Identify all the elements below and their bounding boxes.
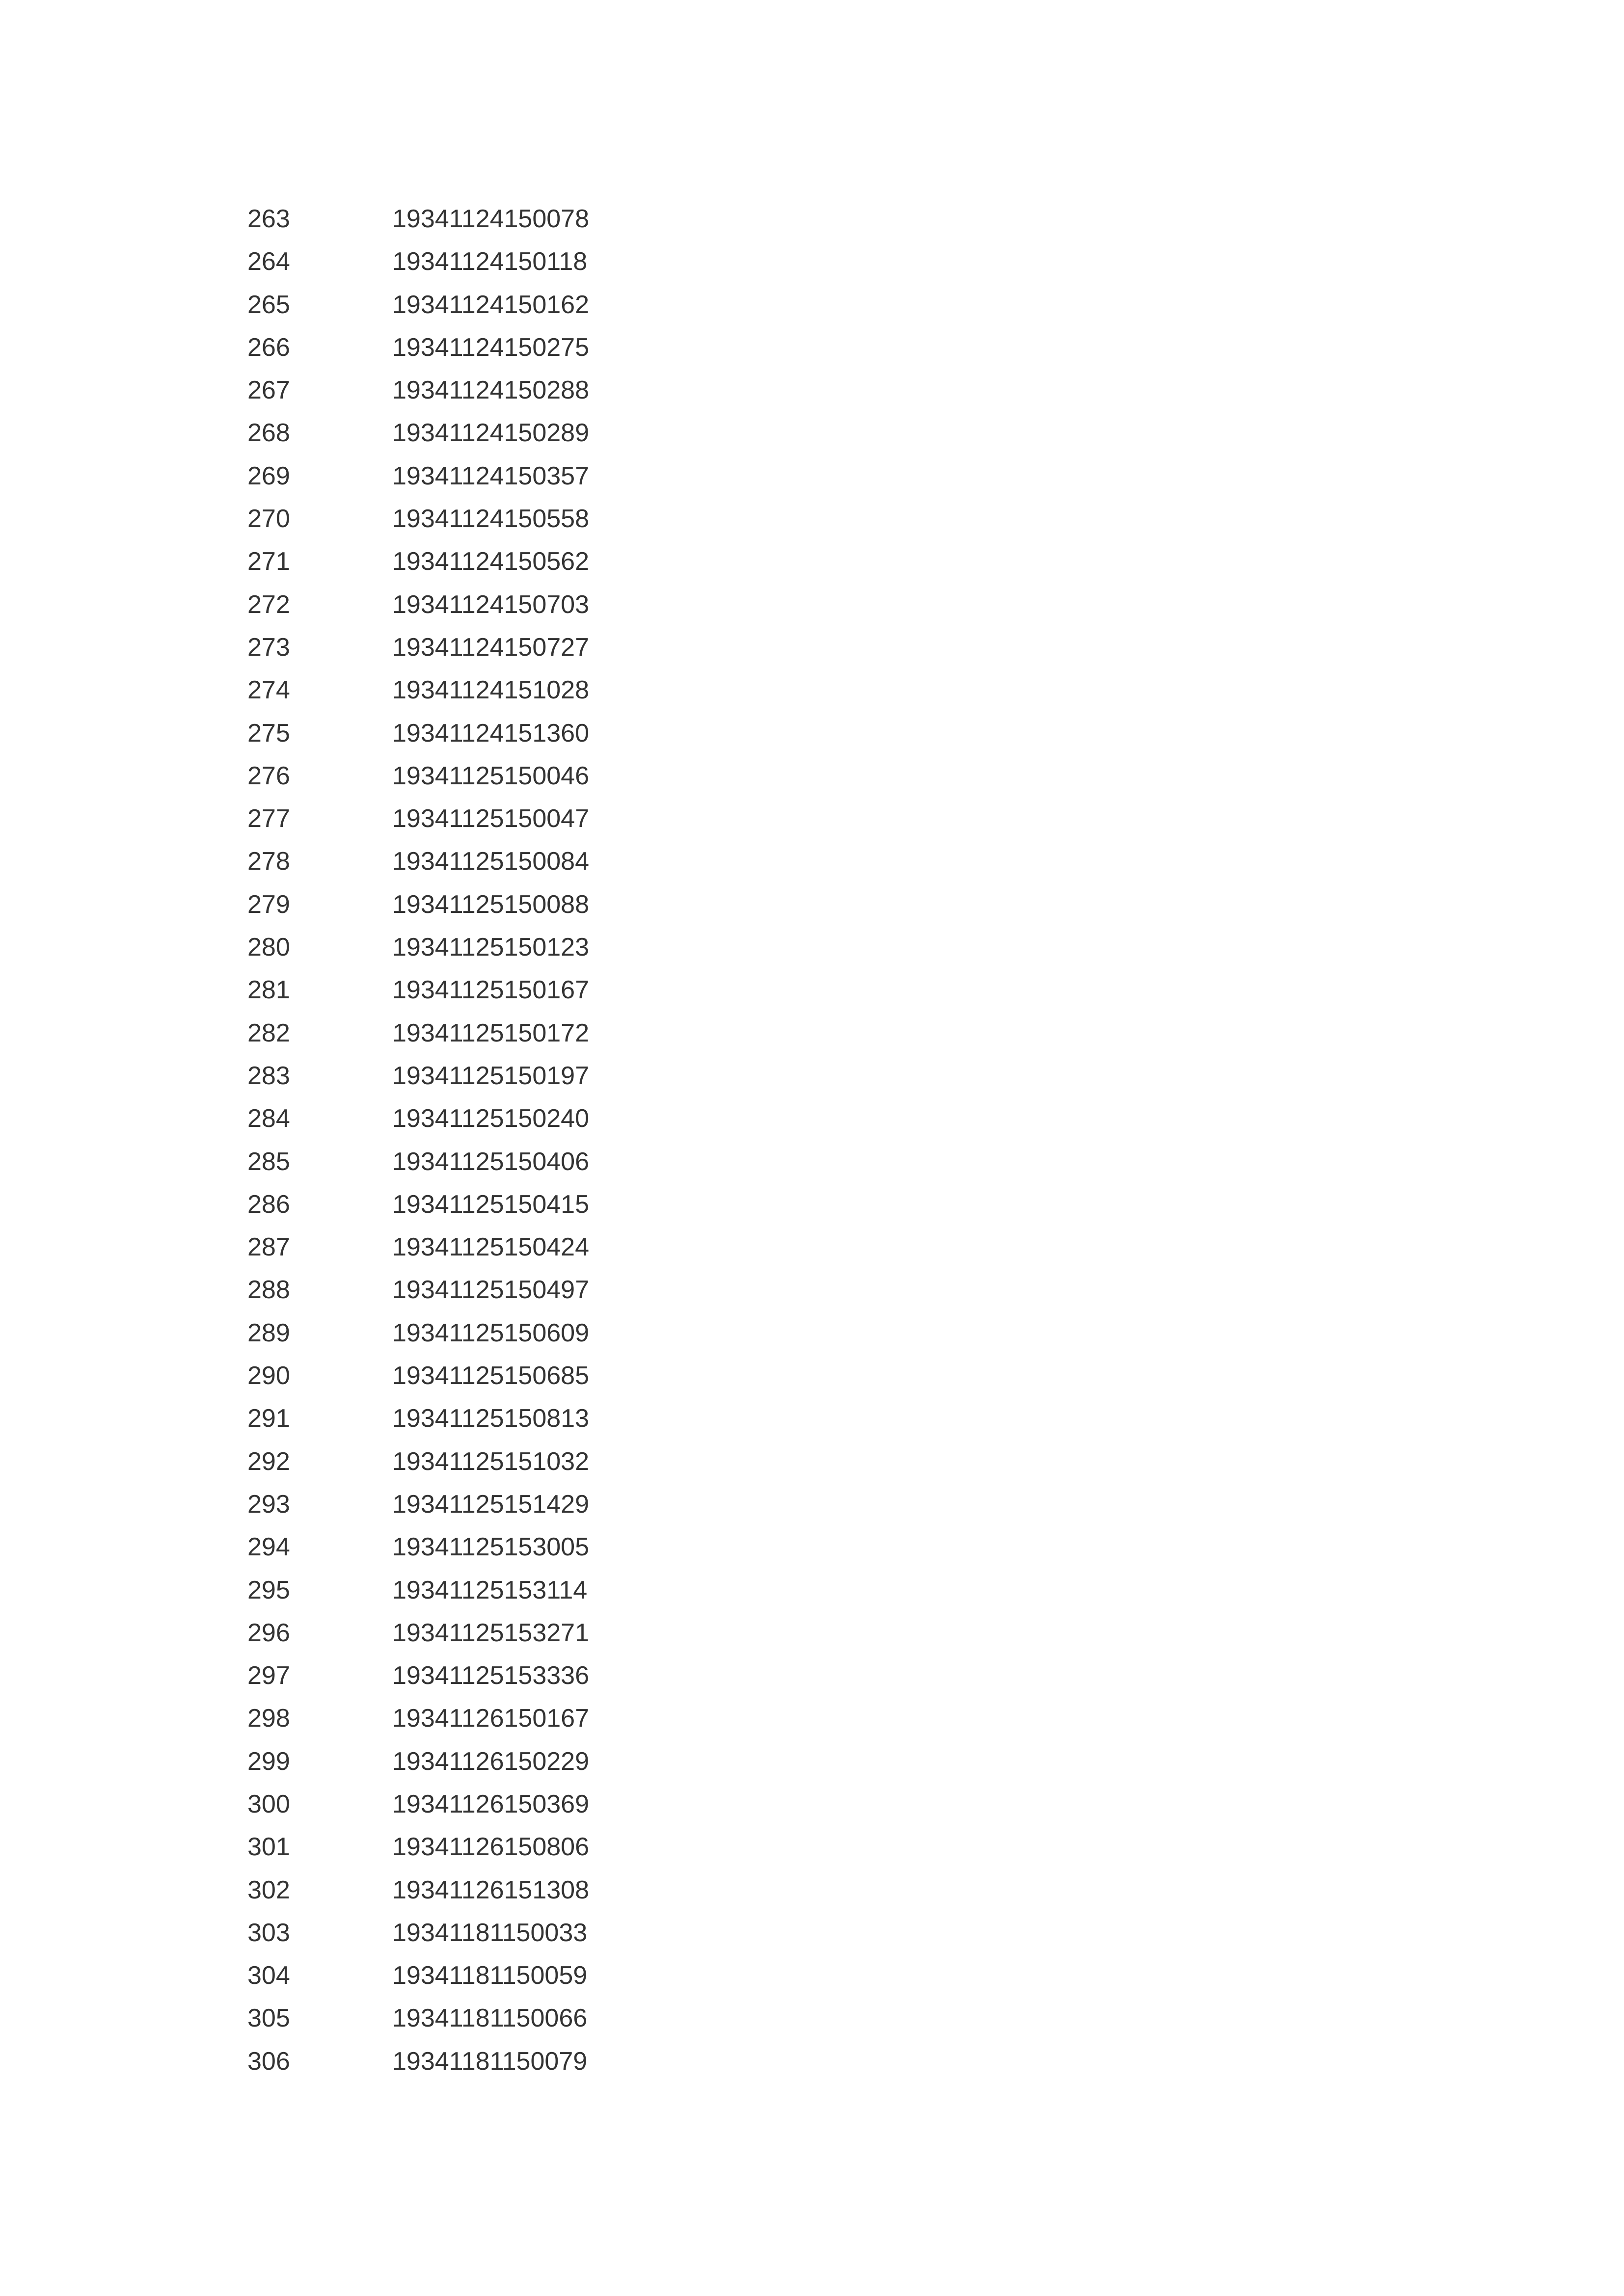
list-item [247, 457, 689, 500]
row-index: 288 [247, 1276, 290, 1305]
row-code: 19341125153336 [392, 1661, 590, 1690]
row-index: 267 [247, 376, 290, 405]
row-code: 19341125153114 [392, 1575, 588, 1604]
row-code: 19341125153005 [392, 1533, 590, 1562]
row-index: 279 [247, 890, 290, 919]
list-item [247, 200, 689, 243]
list-item [247, 1271, 689, 1314]
row-index: 280 [247, 933, 290, 962]
list-item [247, 414, 689, 457]
row-index: 298 [247, 1704, 290, 1733]
row-code: 19341124151360 [392, 719, 590, 748]
row-index: 287 [247, 1233, 290, 1262]
row-index: 268 [247, 419, 290, 448]
list-item [247, 1957, 689, 2000]
row-code: 19341124151028 [392, 676, 590, 705]
row-code: 19341181150059 [392, 1961, 588, 1990]
list-item [247, 500, 689, 543]
row-code: 19341125150047 [392, 804, 590, 833]
row-index: 291 [247, 1404, 290, 1433]
row-index: 265 [247, 290, 290, 319]
row-index: 264 [247, 247, 290, 276]
row-index: 289 [247, 1318, 290, 1347]
row-code: 19341124150118 [392, 247, 588, 276]
row-index: 297 [247, 1661, 290, 1690]
list-item [247, 971, 689, 1014]
list-item [247, 629, 689, 671]
row-code: 19341125153271 [392, 1618, 590, 1647]
row-index: 270 [247, 505, 290, 534]
list-item [247, 1700, 689, 1742]
row-code: 19341125150197 [392, 1061, 590, 1090]
row-code: 19341181150033 [392, 1918, 588, 1947]
list-item [247, 329, 689, 372]
row-code: 19341125151032 [392, 1447, 590, 1476]
list-item [247, 1828, 689, 1871]
row-index: 296 [247, 1618, 290, 1647]
row-index: 295 [247, 1575, 290, 1604]
list-item [247, 1057, 689, 1100]
list-item [247, 715, 689, 757]
row-code: 19341125151429 [392, 1490, 590, 1519]
row-code: 19341124150289 [392, 419, 590, 448]
row-code: 19341125150172 [392, 1018, 590, 1047]
list-item [247, 1186, 689, 1228]
row-index: 286 [247, 1190, 290, 1219]
row-code: 19341124150288 [392, 376, 590, 405]
row-code: 19341126150167 [392, 1704, 590, 1733]
row-code: 19341181150079 [392, 2047, 588, 2076]
list-item [247, 886, 689, 929]
row-code: 19341125150424 [392, 1233, 590, 1262]
row-code: 19341125150685 [392, 1362, 590, 1390]
list-item [247, 1486, 689, 1528]
row-index: 299 [247, 1747, 290, 1776]
list-item [247, 843, 689, 885]
row-code: 19341125150415 [392, 1190, 590, 1219]
list-item [247, 2043, 689, 2085]
row-index: 302 [247, 1875, 290, 1904]
row-code: 19341124150562 [392, 547, 590, 576]
row-code: 19341126151308 [392, 1875, 590, 1904]
list-item [247, 1100, 689, 1143]
list-item [247, 1657, 689, 1700]
row-code: 19341125150088 [392, 890, 590, 919]
row-code: 19341124150162 [392, 290, 590, 319]
row-code: 19341125150609 [392, 1318, 590, 1347]
list-item [247, 1528, 689, 1571]
row-index: 274 [247, 676, 290, 705]
list-item [247, 1357, 689, 1400]
row-index: 269 [247, 461, 290, 490]
row-index: 306 [247, 2047, 290, 2076]
list-item [247, 1871, 689, 1914]
row-code: 19341181150066 [392, 2004, 588, 2033]
list-item [247, 757, 689, 800]
row-index: 300 [247, 1789, 290, 1818]
row-code: 19341124150357 [392, 461, 590, 490]
list-item [247, 1400, 689, 1442]
list-item [247, 1228, 689, 1271]
row-index: 292 [247, 1447, 290, 1476]
list-item [247, 243, 689, 286]
list-item [247, 543, 689, 586]
row-code: 19341125150123 [392, 933, 590, 962]
row-index: 282 [247, 1018, 290, 1047]
row-index: 284 [247, 1104, 290, 1133]
row-index: 281 [247, 976, 290, 1005]
row-code: 19341126150806 [392, 1833, 590, 1862]
row-index: 294 [247, 1533, 290, 1562]
row-index: 273 [247, 633, 290, 662]
list-item [247, 586, 689, 629]
row-index: 283 [247, 1061, 290, 1090]
list-item [247, 1015, 689, 1057]
row-code: 19341125150046 [392, 761, 590, 790]
list-item [247, 800, 689, 843]
row-index: 301 [247, 1833, 290, 1862]
row-index: 305 [247, 2004, 290, 2033]
list-item [247, 1786, 689, 1828]
list-item [247, 286, 689, 329]
list-item [247, 1314, 689, 1357]
list-item [247, 1743, 689, 1786]
row-code: 19341124150558 [392, 505, 590, 534]
row-index: 277 [247, 804, 290, 833]
row-code: 19341124150275 [392, 333, 590, 362]
row-index: 293 [247, 1490, 290, 1519]
row-code: 19341125150406 [392, 1147, 590, 1176]
list-item [247, 2000, 689, 2042]
row-code: 19341125150084 [392, 847, 590, 876]
list-item [247, 1614, 689, 1657]
row-code: 19341125150497 [392, 1276, 590, 1305]
row-index: 290 [247, 1362, 290, 1390]
row-index: 266 [247, 333, 290, 362]
row-code: 19341125150240 [392, 1104, 590, 1133]
row-index: 304 [247, 1961, 290, 1990]
row-index: 303 [247, 1918, 290, 1947]
row-index: 272 [247, 590, 290, 619]
number-list [247, 200, 689, 2085]
list-item [247, 1572, 689, 1614]
list-item [247, 1443, 689, 1486]
row-code: 19341126150229 [392, 1747, 590, 1776]
row-code: 19341125150167 [392, 976, 590, 1005]
list-item [247, 671, 689, 714]
row-code: 19341126150369 [392, 1789, 590, 1818]
list-item [247, 372, 689, 414]
list-item [247, 1914, 689, 1957]
row-index: 263 [247, 205, 290, 233]
list-item [247, 1143, 689, 1186]
row-code: 19341124150727 [392, 633, 590, 662]
row-index: 276 [247, 761, 290, 790]
row-code: 19341124150078 [392, 205, 590, 233]
row-index: 271 [247, 547, 290, 576]
row-index: 285 [247, 1147, 290, 1176]
list-item [247, 929, 689, 971]
row-index: 278 [247, 847, 290, 876]
row-index: 275 [247, 719, 290, 748]
row-code: 19341125150813 [392, 1404, 590, 1433]
row-code: 19341124150703 [392, 590, 590, 619]
